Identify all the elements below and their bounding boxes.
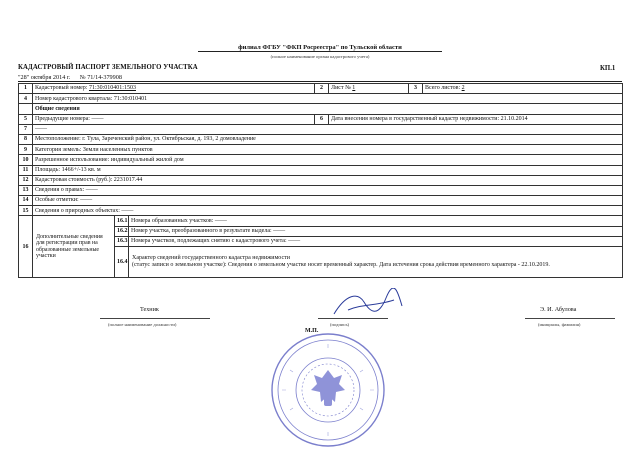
permitted-use-label: Разрешенное использование:	[35, 156, 110, 163]
formed-plots-value: ——	[214, 217, 227, 224]
row-7-value: ——	[33, 124, 623, 134]
allocated-plot-label: Номер участка, преобразованного в результате выдела:	[131, 228, 272, 235]
general-info-heading: Общие сведения	[33, 104, 623, 114]
row-number: 8	[19, 134, 33, 144]
formed-plots-cell	[129, 216, 623, 226]
table-row	[19, 134, 623, 144]
entry-date-label: Дата внесения номера в государственный кадастр недвижимости:	[331, 115, 500, 122]
row-number: 13	[19, 185, 33, 195]
org-name: филиал ФГБУ "ФКП Росреестра" по Тульской области	[0, 44, 640, 51]
rights-value: ——	[85, 187, 98, 194]
area-cell	[33, 165, 623, 175]
rights-cell	[33, 185, 623, 195]
land-category-value: Земли населенных пунктов	[82, 146, 153, 153]
allocated-plot-cell	[129, 226, 623, 236]
table-row	[19, 124, 623, 134]
row-number: 9	[19, 145, 33, 155]
signature-caption: (подпись)	[330, 322, 350, 327]
row-number: 4	[19, 94, 33, 104]
area-label: Площадь:	[35, 166, 61, 173]
table-row	[19, 206, 623, 216]
table-row	[19, 216, 623, 226]
special-notes-value: ——	[80, 197, 93, 204]
previous-numbers-cell	[33, 114, 315, 124]
area-value: 1466+/-13 кв. м	[61, 166, 101, 173]
cadastral-number-value: 71:30:010401:1503	[88, 85, 136, 92]
special-notes-cell	[33, 196, 623, 206]
sheet-number-label: Лист №	[331, 85, 351, 92]
table-row	[19, 165, 623, 175]
cadastral-number-cell	[33, 84, 315, 94]
permitted-use-cell	[33, 155, 623, 165]
table-row	[19, 155, 623, 165]
row-number: 1	[19, 84, 33, 94]
removed-plots-label: Номера участков, подлежащих снятию с кадастрового учета:	[131, 238, 287, 245]
signature-mark	[328, 288, 408, 322]
formed-plots-label: Номера образованных участков:	[131, 217, 214, 224]
row-number: 3	[409, 84, 423, 94]
table-row	[19, 104, 623, 114]
table-row	[19, 175, 623, 185]
row-number: 10	[19, 155, 33, 165]
form-code: КП.1	[600, 65, 616, 72]
previous-numbers-value: ——	[91, 115, 104, 122]
official-stamp	[268, 330, 388, 450]
row-number: 16.3	[115, 236, 129, 246]
signer-position: Техник	[140, 306, 159, 313]
row-number: 15	[19, 206, 33, 216]
document-date: "28" октября 2014 г.	[18, 74, 71, 81]
natural-objects-label: Сведения о природных объектах:	[35, 207, 120, 214]
record-status-cell	[129, 247, 623, 278]
row-number: 7	[19, 124, 33, 134]
cadastral-value-cell	[33, 175, 623, 185]
document-title: КАДАСТРОВЫЙ ПАСПОРТ ЗЕМЕЛЬНОГО УЧАСТКА	[18, 64, 198, 71]
row-number: 16	[19, 216, 33, 278]
removed-plots-cell	[129, 236, 623, 246]
location-cell	[33, 134, 623, 144]
previous-numbers-label: Предыдущие номера:	[35, 115, 90, 122]
land-category-label: Категория земель:	[35, 146, 82, 153]
row-number: 6	[315, 114, 329, 124]
row-number: 14	[19, 196, 33, 206]
passport-table	[18, 83, 623, 278]
total-sheets-cell	[423, 84, 623, 94]
row-number: 12	[19, 175, 33, 185]
row-number: 16.4	[115, 247, 129, 278]
natural-objects-value: ——	[121, 207, 134, 214]
row-number: 5	[19, 114, 33, 124]
entry-date-value: 21.10.2014	[500, 115, 528, 122]
rights-label: Сведения о правах:	[35, 187, 85, 194]
location-value: г. Тула, Зареченский район, ул. Октябрьская, д. 193, 2 домовладение	[82, 136, 256, 143]
name-caption: (инициалы, фамилия)	[538, 322, 581, 327]
table-row	[19, 145, 623, 155]
sheet-number-cell	[329, 84, 409, 94]
natural-objects-cell	[33, 206, 623, 216]
removed-plots-value: ——	[288, 238, 301, 245]
cadastral-value-value: 2231017.44	[113, 177, 143, 184]
location-label: Местоположение:	[35, 136, 81, 143]
signer-name: Э. И. Абулова	[540, 306, 577, 313]
table-row	[19, 84, 623, 94]
record-status-text: (статус записи о земельном участке): Сведения о земельном участке носят временный характер. Дата истечения срока действия временного характера - 22.10.2019.	[132, 262, 550, 268]
total-sheets-value: 2	[461, 85, 465, 92]
date-line	[18, 74, 122, 81]
table-row	[19, 185, 623, 195]
document-number: № 71/14-379908	[79, 74, 122, 81]
table-row	[19, 94, 623, 104]
cadastral-number-label: Кадастровый номер:	[35, 85, 88, 92]
row-number: 11	[19, 165, 33, 175]
org-caption: (полное наименование органа кадастрового учета)	[270, 54, 370, 59]
record-status-heading: Характер сведений государственного кадастра недвижимости	[132, 255, 290, 262]
name-line	[525, 318, 615, 320]
total-sheets-label: Всего листов:	[425, 85, 461, 92]
row-number: 2	[315, 84, 329, 94]
special-notes-label: Особые отметки:	[35, 197, 79, 204]
stamp-label: М.П.	[305, 328, 319, 334]
quarter-number-label: Номер кадастрового квартала:	[35, 95, 113, 102]
allocated-plot-value: ——	[273, 228, 286, 235]
row-number: 16.1	[115, 216, 129, 226]
cadastral-value-label: Кадастровая стоимость (руб.):	[35, 177, 113, 184]
entry-date-cell	[329, 114, 623, 124]
row-number: 16.2	[115, 226, 129, 236]
signature-line	[318, 318, 388, 320]
position-caption: (полное наименование должности)	[108, 322, 177, 327]
position-line	[100, 318, 210, 320]
table-row	[19, 196, 623, 206]
quarter-number-cell	[33, 94, 623, 104]
sheet-number-value: 1	[352, 85, 356, 92]
permitted-use-value: индивидуальный жилой дом	[110, 156, 184, 163]
quarter-number-value: 71:30:010401	[113, 95, 148, 102]
land-category-cell	[33, 145, 623, 155]
additional-info-label: Дополнительные сведения для регистрации прав на образованные земельные участки	[33, 216, 115, 278]
table-row	[19, 114, 623, 124]
